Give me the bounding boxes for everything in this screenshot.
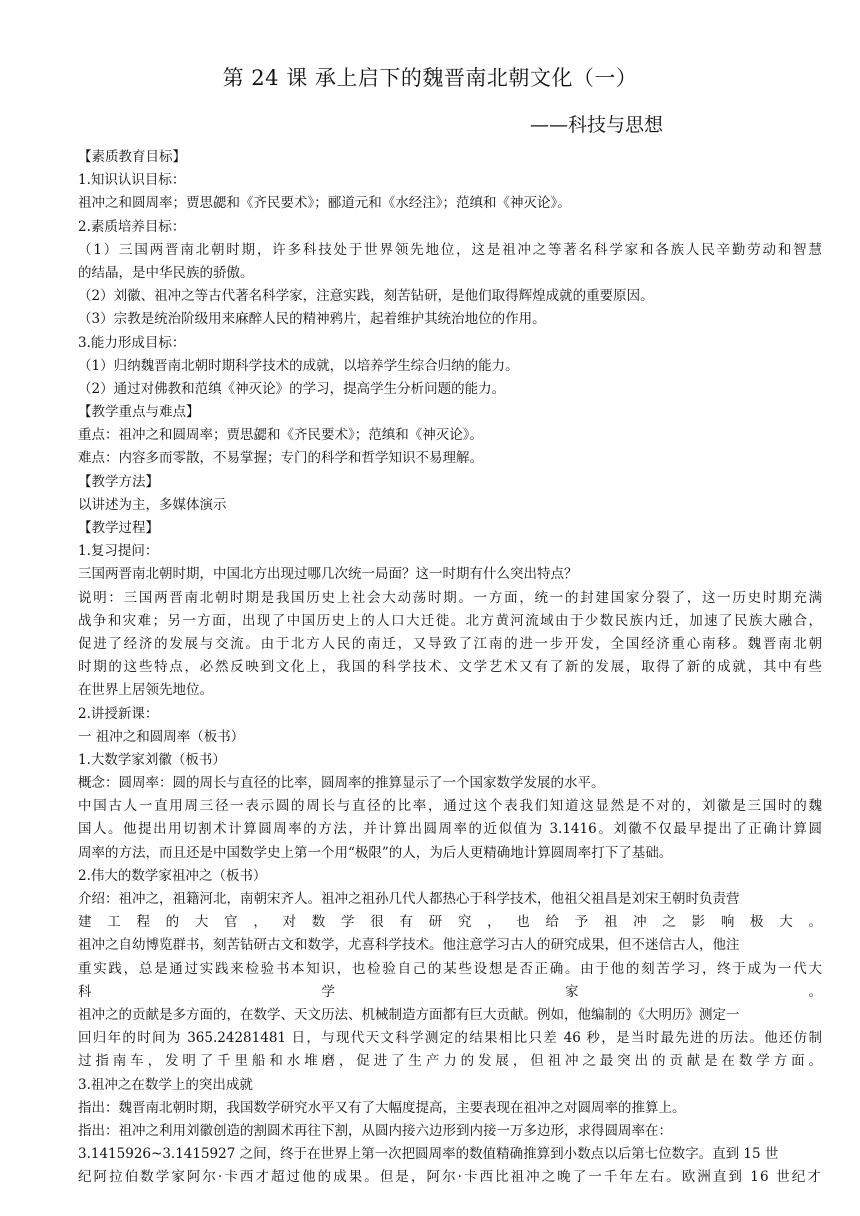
text-line: 1.复习提问：: [78, 543, 159, 560]
text-line: 战争和灾难；另一方面，出现了中国历史上的人口大迁徙。北方黄河流域由于少数民族内迁，加速了民族大融合，: [78, 612, 822, 629]
text-line: 在世界上居领先地位。: [78, 682, 213, 699]
text-line: 2.讲授新课：: [78, 705, 159, 722]
text-line: （1）三国两晋南北朝时期，许多科技处于世界领先地位，这是祖冲之等著名科学家和各族人民辛勤劳动和智慧: [78, 241, 822, 258]
text-line: 三国两晋南北朝时期，中国北方出现过哪几次统一局面？这一时期有什么突出特点？: [78, 566, 578, 583]
text-line: 国人。他提出用切割术计算圆周率的方法，并计算出圆周率的近似值为 3.1416。刘徽不仅最早提出了正确计算圆: [78, 821, 822, 838]
text-line: 促进了经济的发展与交流。由于北方人民的南迁，又导致了江南的进一步开发，全国经济重心南移。魏晋南北朝: [78, 635, 822, 652]
text-line: 3.能力形成目标：: [78, 334, 186, 351]
text-line: 3.1415926~3.1415927 之间，终于在世界上第一次把圆周率的数值精确推算到小数点以后第七位数字。直到 15 世: [78, 1146, 779, 1163]
text-line: 指出：魏晋南北朝时期，我国数学研究水平又有了大幅度提高，主要表现在祖冲之对圆周率的推算上。: [78, 1099, 686, 1116]
text-line: 祖冲之的贡献是多方面的，在数学、天文历法、机械制造方面都有巨大贡献。例如，他编制的《大明历》测定一: [78, 1006, 740, 1023]
text-line: （1）归纳魏晋南北朝时期科学技术的成就，以培养学生综合归纳的能力。: [78, 357, 519, 374]
text-line: 指出：祖冲之利用刘徽创造的割圆术再往下割，从圆内接六边形到内接一万多边形，求得圆周率在：: [78, 1122, 672, 1139]
text-line: 一 祖冲之和圆周率（板书）: [78, 728, 245, 745]
text-line: 说明：三国两晋南北朝时期是我国历史上社会大动荡时期。一方面，统一的封建国家分裂了，这一历史时期充满: [78, 589, 822, 606]
text-line: 【教学过程】: [78, 520, 159, 536]
text-line: 过指南车，发明了千里船和水堆磨，促进了生产力的发展，但祖冲之最突出的贡献是在数学方面。: [78, 1053, 822, 1070]
text-line: 1.大数学家刘徽（板书）: [78, 751, 226, 768]
text-line: （3）宗教是统治阶级用来麻醉人民的精神鸦片，起着维护其统治地位的作用。: [78, 311, 546, 328]
text-line: 重点：祖冲之和圆周率；贾思勰和《齐民要术》；范缜和《神灭论》。: [78, 427, 483, 444]
text-line: 2.素质培养目标：: [78, 218, 186, 235]
text-line: 1.知识认识目标：: [78, 172, 186, 189]
text-line: 难点：内容多而零散，不易掌握；专门的科学和哲学知识不易理解。: [78, 450, 483, 467]
text-line: 时期的这些特点，必然反映到文化上，我国的科学技术、文学艺术又有了新的发展，取得了新的成就，其中有些: [78, 659, 822, 676]
text-line: 科学家。: [78, 983, 822, 1000]
text-line: 【素质教育目标】: [78, 149, 186, 165]
text-line: 【教学方法】: [78, 473, 159, 490]
text-line: 2.伟大的数学家祖冲之（板书）: [78, 867, 267, 884]
text-line: 祖冲之和圆周率；贾思勰和《齐民要术》；郦道元和《水经注》；范缜和《神灭论》。: [78, 195, 571, 212]
text-line: （2）刘徽、祖冲之等古代著名科学家，注意实践，刻苦钻研，是他们取得辉煌成就的重要原因。: [78, 288, 654, 305]
text-line: 【教学重点与难点】: [78, 404, 200, 421]
text-line: 建工程的大官，对数学很有研究，也给予祖冲之影响极大。: [78, 914, 822, 931]
text-line: 的结晶，是中华民族的骄傲。: [78, 264, 254, 281]
text-line: 周率的方法，而且还是中国数学史上第一个用“极限”的人，为后人更精确地计算圆周率打下了基础。: [78, 844, 673, 861]
text-line: （2）通过对佛教和范缜《神灭论》的学习，提高学生分析问题的能力。: [78, 380, 506, 397]
lesson-title: 第 24 课 承上启下的魏晋南北朝文化（一）: [222, 66, 638, 90]
text-line: 介绍：祖冲之，祖籍河北，南朝宋齐人。祖冲之祖孙几代人都热心于科学技术，他祖父祖昌是刘宋王朝时负责营: [78, 891, 740, 907]
text-line: 重实践，总是通过实践来检验书本知识，也检验自己的某些设想是否正确。由于他的刻苦学习，终于成为一代大: [78, 960, 822, 977]
text-line: 中国古人一直用周三径一表示圆的周长与直径的比率，通过这个表我们知道这显然是不对的，刘徽是三国时的魏: [78, 798, 822, 815]
text-line: 回归年的时间为 365.24281481 日，与现代天文科学测定的结果相比只差 46 秒，是当时最先进的历法。他还仿制: [78, 1030, 822, 1047]
text-line: 祖冲之自幼博览群书，刻苦钻研古文和数学，尤喜科学技术。他注意学习古人的研究成果，但不迷信古人，他注: [78, 937, 740, 954]
text-line: 3.祖冲之在数学上的突出成就: [78, 1076, 253, 1093]
lesson-subtitle: ——科技与思想: [530, 114, 664, 136]
lesson-body: [78, 146, 822, 1189]
text-line: 以讲述为主，多媒体演示: [78, 496, 227, 513]
text-line: 纪阿拉伯数学家阿尔·卡西才超过他的成果。但是，阿尔·卡西比祖冲之晚了一千年左右。欧洲直到 16 世纪才: [78, 1169, 822, 1186]
text-line: 概念：圆周率：圆的周长与直径的比率，圆周率的推算显示了一个国家数学发展的水平。: [78, 775, 605, 792]
